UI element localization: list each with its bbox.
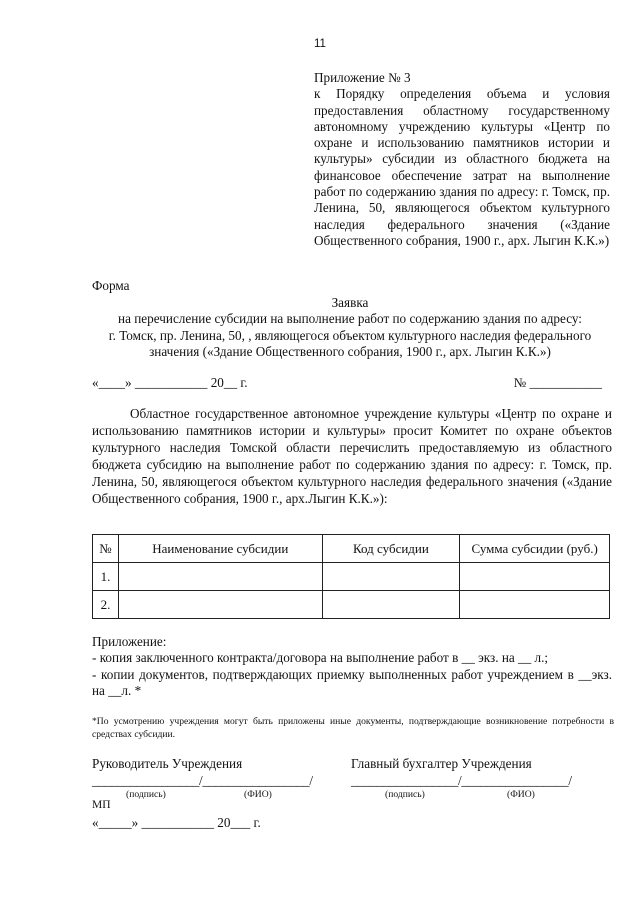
column-header-subsidy-name: Наименование субсидии [118, 535, 322, 563]
request-heading [88, 295, 612, 360]
head-signature-line[interactable]: _________________/_________________/ [92, 773, 313, 788]
form-label: Форма [92, 278, 130, 293]
request-line-3: значения («Здание Общественного собрания, 1900 г., арх. Лыгин К.К.») [149, 343, 551, 359]
column-header-subsidy-code: Код субсидии [322, 535, 460, 563]
attachment-item-contract: - копия заключенного контракта/договора на выполнение работ в __ экз. на __ л.; [92, 650, 549, 666]
accountant-signature [351, 756, 572, 801]
subsidy-code-cell[interactable] [322, 591, 460, 619]
column-header-subsidy-amount: Сумма субсидии (руб.) [460, 535, 610, 563]
appendix-title: Приложение № 3 [314, 70, 411, 85]
head-signature-captions [92, 789, 313, 801]
caption-name: (ФИО) [244, 789, 272, 800]
table-row [93, 563, 610, 591]
request-date-field[interactable]: «____» ___________ 20__ г. [92, 375, 248, 390]
subsidy-code-cell[interactable] [322, 563, 460, 591]
caption-signature: (подпись) [126, 789, 166, 800]
request-line-2: г. Томск, пр. Ленина, 50, , являющегося объектом культурного наследия федерального [108, 327, 592, 343]
page-number: 11 [314, 38, 326, 50]
row-number: 2. [93, 591, 119, 619]
caption-signature: (подпись) [385, 789, 425, 800]
row-number: 1. [93, 563, 119, 591]
caption-name: (ФИО) [507, 789, 535, 800]
appendix-body: к Порядку определения объема и условия предоставления областному государственному автономному учреждению культуры «Центр по охране и использованию памятников истории и культуры» субсидии из областного бюджета на финансовое обеспечение затрат на выполнение работ по содержанию здания по адресу: г. Томск, пр. Ленина, 50, являющегося объектом культурного наследия федерального значения («Здание Общественного собрания, 1900 г., арх. Лыгин К.К.») [314, 86, 610, 248]
accountant-signature-captions [351, 789, 572, 801]
head-title: Руководитель Учреждения [92, 756, 243, 771]
column-header-number: № [93, 535, 119, 563]
request-number-field[interactable]: № ___________ [513, 375, 602, 390]
request-body-text: Областное государственное автономное учреждение культуры «Центр по охране и использованию памятников истории и культуры» просит Комитет по охране объектов культурного наследия Томской области перечислить предоставляемую из областного бюджета субсидию на выполнение работ по содержанию здания по адресу: г. Томск, пр. Ленина, 50, являющегося объектом культурного наследия федерального значения («Здание Общественного собрания, 1900 г., арх.Лыгин К.К.»): [92, 406, 612, 507]
signature-date-field[interactable]: «_____» ___________ 20___ г. [92, 815, 261, 830]
subsidy-amount-cell[interactable] [460, 591, 610, 619]
subsidy-name-cell[interactable] [118, 563, 322, 591]
head-signature [92, 756, 313, 801]
request-title: Заявка [331, 295, 369, 310]
subsidy-amount-cell[interactable] [460, 563, 610, 591]
request-line-1: на перечисление субсидии на выполнение работ по содержанию здания по адресу: [118, 311, 582, 327]
stamp-place-label: МП [92, 799, 111, 811]
attachments-block [92, 634, 612, 699]
subsidy-table [92, 534, 610, 619]
attachments-title: Приложение: [92, 634, 167, 649]
accountant-signature-line[interactable]: _________________/_________________/ [351, 773, 572, 788]
table-row [93, 591, 610, 619]
table-header-row [93, 535, 610, 563]
attachment-item-acceptance: - копии документов, подтверждающих приемку выполненных работ учреждением в __экз. на __л. * [92, 666, 612, 698]
appendix-block [314, 70, 610, 249]
accountant-title: Главный бухгалтер Учреждения [351, 756, 532, 771]
footnote: *По усмотрению учреждения могут быть приложены иные документы, подтверждающие возникновение потребности в средствах субсидии. [92, 716, 614, 740]
subsidy-name-cell[interactable] [118, 591, 322, 619]
